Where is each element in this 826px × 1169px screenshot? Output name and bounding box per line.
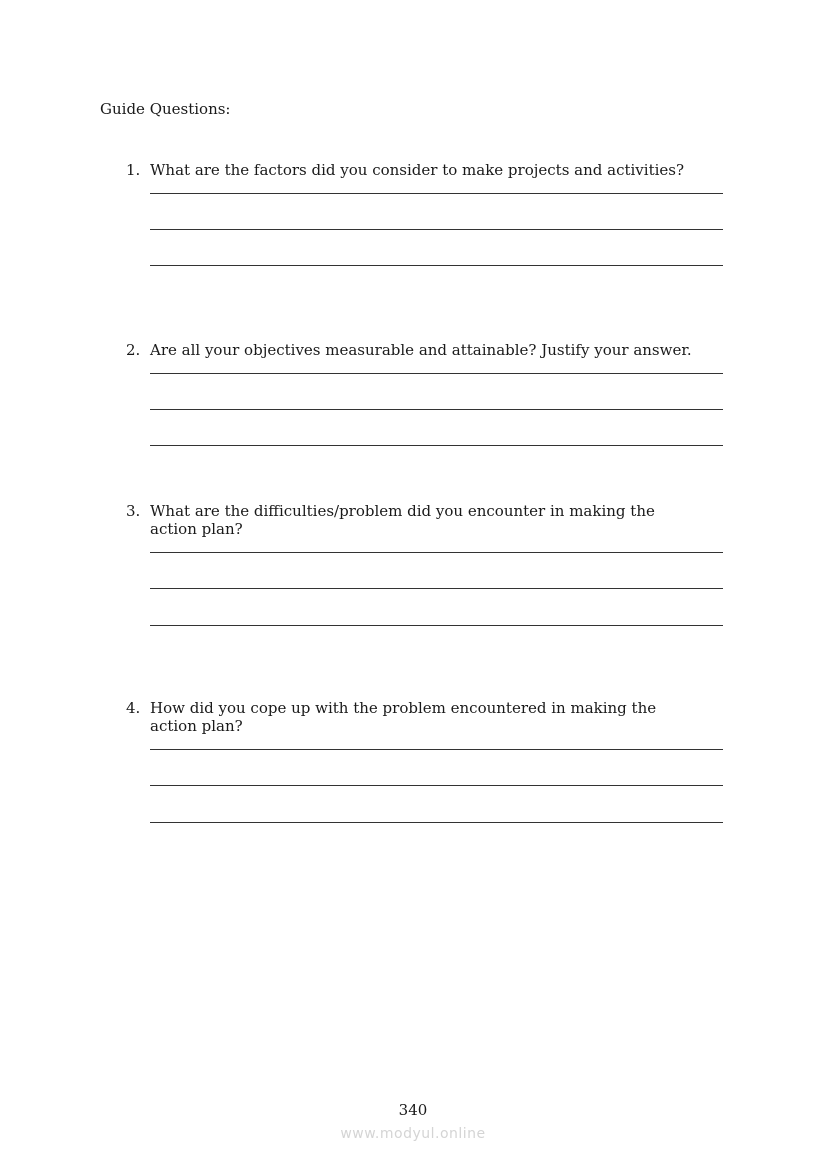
question-number: 3. <box>126 502 141 520</box>
answer-line[interactable] <box>150 749 723 750</box>
answer-line[interactable] <box>150 785 723 786</box>
question-number: 4. <box>126 699 141 717</box>
answer-line[interactable] <box>150 822 723 823</box>
question-text: What are the difficulties/problem did you encounter in making the action plan? <box>150 502 655 538</box>
question-2 <box>126 341 726 359</box>
question-text: What are the factors did you consider to make projects and activities? <box>150 161 685 179</box>
answer-line[interactable] <box>150 588 723 589</box>
question-number: 2. <box>126 341 141 359</box>
question-1 <box>126 161 726 179</box>
page-number: 340 <box>398 1101 428 1119</box>
question-3 <box>126 502 726 538</box>
answer-line[interactable] <box>150 265 723 266</box>
guide-questions-heading: Guide Questions: <box>100 100 231 118</box>
answer-line[interactable] <box>150 409 723 410</box>
answer-line[interactable] <box>150 373 723 374</box>
answer-line[interactable] <box>150 193 723 194</box>
answer-line[interactable] <box>150 229 723 230</box>
question-4 <box>126 699 726 735</box>
answer-line[interactable] <box>150 552 723 553</box>
answer-line[interactable] <box>150 625 723 626</box>
answer-line[interactable] <box>150 445 723 446</box>
question-number: 1. <box>126 161 141 179</box>
watermark: www.modyul.online <box>340 1126 486 1142</box>
question-text: How did you cope up with the problem encountered in making the action plan? <box>150 699 657 735</box>
question-text: Are all your objectives measurable and attainable? Justify your answer. <box>150 341 692 359</box>
